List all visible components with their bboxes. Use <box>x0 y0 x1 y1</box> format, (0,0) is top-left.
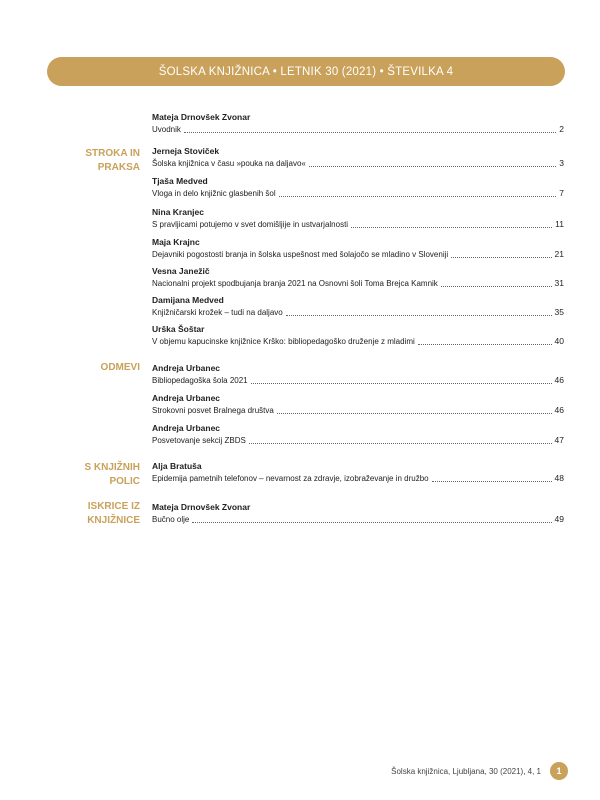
entry-page: 11 <box>555 219 564 229</box>
entry-author: Andreja Urbanec <box>152 393 221 403</box>
section-label-line: PRAKSA <box>97 162 140 173</box>
page-footer <box>391 762 568 780</box>
entry-page: 47 <box>554 435 564 445</box>
toc-entry[interactable] <box>152 237 564 260</box>
section-label-line: KNJIŽNICE <box>87 515 140 526</box>
toc-entry[interactable] <box>152 112 564 135</box>
leader-dots <box>451 256 551 258</box>
entry-author: Tjaša Medved <box>152 176 208 186</box>
entry-page: 31 <box>554 278 564 288</box>
entry-author: Andreja Urbanec <box>152 363 221 373</box>
entry-title: Šolska knjižnica v času »pouka na daljavo« <box>152 159 306 168</box>
entry-title: Bučno olje <box>152 515 190 524</box>
entry-author: Andreja Urbanec <box>152 423 221 433</box>
leader-dots <box>441 285 552 287</box>
section-label-stroka-in-praksa <box>60 147 140 175</box>
toc-entry[interactable] <box>152 393 564 416</box>
entry-author: Mateja Drnovšek Zvonar <box>152 502 251 512</box>
section-label-line: ISKRICE IZ <box>87 501 140 512</box>
toc-entry[interactable] <box>152 176 564 199</box>
entry-page: 21 <box>554 249 564 259</box>
section-label-iskrice-iz-knjiznice <box>60 500 140 528</box>
leader-dots <box>279 195 557 197</box>
entry-title: Posvetovanje sekcij ZBDS <box>152 436 246 445</box>
entry-author: Mateja Drnovšek Zvonar <box>152 112 251 122</box>
entry-title: Vloga in delo knjižnic glasbenih šol <box>152 189 276 198</box>
footer-citation: Šolska knjižnica, Ljubljana, 30 (2021), 4, 1 <box>391 766 541 776</box>
leader-dots <box>286 314 552 316</box>
leader-dots <box>309 165 556 167</box>
section-label-line: POLIC <box>109 476 140 487</box>
entry-page: 7 <box>559 188 564 198</box>
leader-dots <box>418 343 552 345</box>
leader-dots <box>432 480 552 482</box>
toc-entry[interactable] <box>152 207 564 230</box>
banner-text: ŠOLSKA KNJIŽNICA • LETNIK 30 (2021) • ŠTEVILKA 4 <box>158 65 454 78</box>
entry-title: S pravljicami potujemo v svet domišljije in ustvarjalnosti <box>152 220 349 229</box>
entry-page: 3 <box>559 158 564 168</box>
entry-page: 46 <box>554 405 564 415</box>
section-label-line: S KNJIŽNIH <box>84 462 140 473</box>
entry-page: 46 <box>554 375 564 385</box>
entry-page: 35 <box>554 307 564 317</box>
section-label-line: STROKA IN <box>85 148 140 159</box>
section-label-odmevi <box>60 361 140 375</box>
toc-entry[interactable] <box>152 266 564 289</box>
entry-page: 2 <box>559 124 564 134</box>
entry-author: Jerneja Stoviček <box>152 146 220 156</box>
leader-dots <box>184 131 556 133</box>
entry-author: Damijana Medved <box>152 295 224 305</box>
toc-entry[interactable] <box>152 461 564 484</box>
entry-page: 40 <box>554 336 564 346</box>
page-number-badge: 1 <box>550 762 568 780</box>
entry-title: Dejavniki pogostosti branja in šolska uspešnost med šolajočo se mladino v Sloveniji <box>152 250 449 259</box>
toc-entry[interactable] <box>152 502 564 525</box>
entry-title: Bibliopedagoška šola 2021 <box>152 376 248 385</box>
entry-author: Maja Krajnc <box>152 237 200 247</box>
entry-title: Epidemija pametnih telefonov – nevarnost za zdravje, izobraževanje in družbo <box>152 474 429 483</box>
entry-page: 48 <box>554 473 564 483</box>
entry-title: V objemu kapucinske knjižnice Krško: bibliopedagoško druženje z mladimi <box>152 337 415 346</box>
toc-entry[interactable] <box>152 363 564 386</box>
leader-dots <box>192 521 551 523</box>
leader-dots <box>351 226 552 228</box>
entry-title: Strokovni posvet Bralnega društva <box>152 406 274 415</box>
toc-entry[interactable] <box>152 146 564 169</box>
section-label-s-knjiznih-polic <box>60 461 140 489</box>
leader-dots <box>249 442 552 444</box>
toc-entry[interactable] <box>152 324 564 347</box>
leader-dots <box>277 412 552 414</box>
entry-author: Vesna Janežič <box>152 266 210 276</box>
leader-dots <box>251 382 552 384</box>
entry-title: Nacionalni projekt spodbujanja branja 2021 na Osnovni šoli Toma Brejca Kamnik <box>152 279 438 288</box>
entry-title: Knjižničarski krožek – tudi na daljavo <box>152 308 283 317</box>
section-label-line: ODMEVI <box>100 362 140 373</box>
entry-author: Nina Kranjec <box>152 207 204 217</box>
entry-title: Uvodnik <box>152 125 181 134</box>
toc-entry[interactable] <box>152 295 564 318</box>
entry-page: 49 <box>554 514 564 524</box>
entry-author: Alja Bratuša <box>152 461 202 471</box>
toc-entry[interactable] <box>152 423 564 446</box>
entry-author: Urška Šoštar <box>152 324 205 334</box>
